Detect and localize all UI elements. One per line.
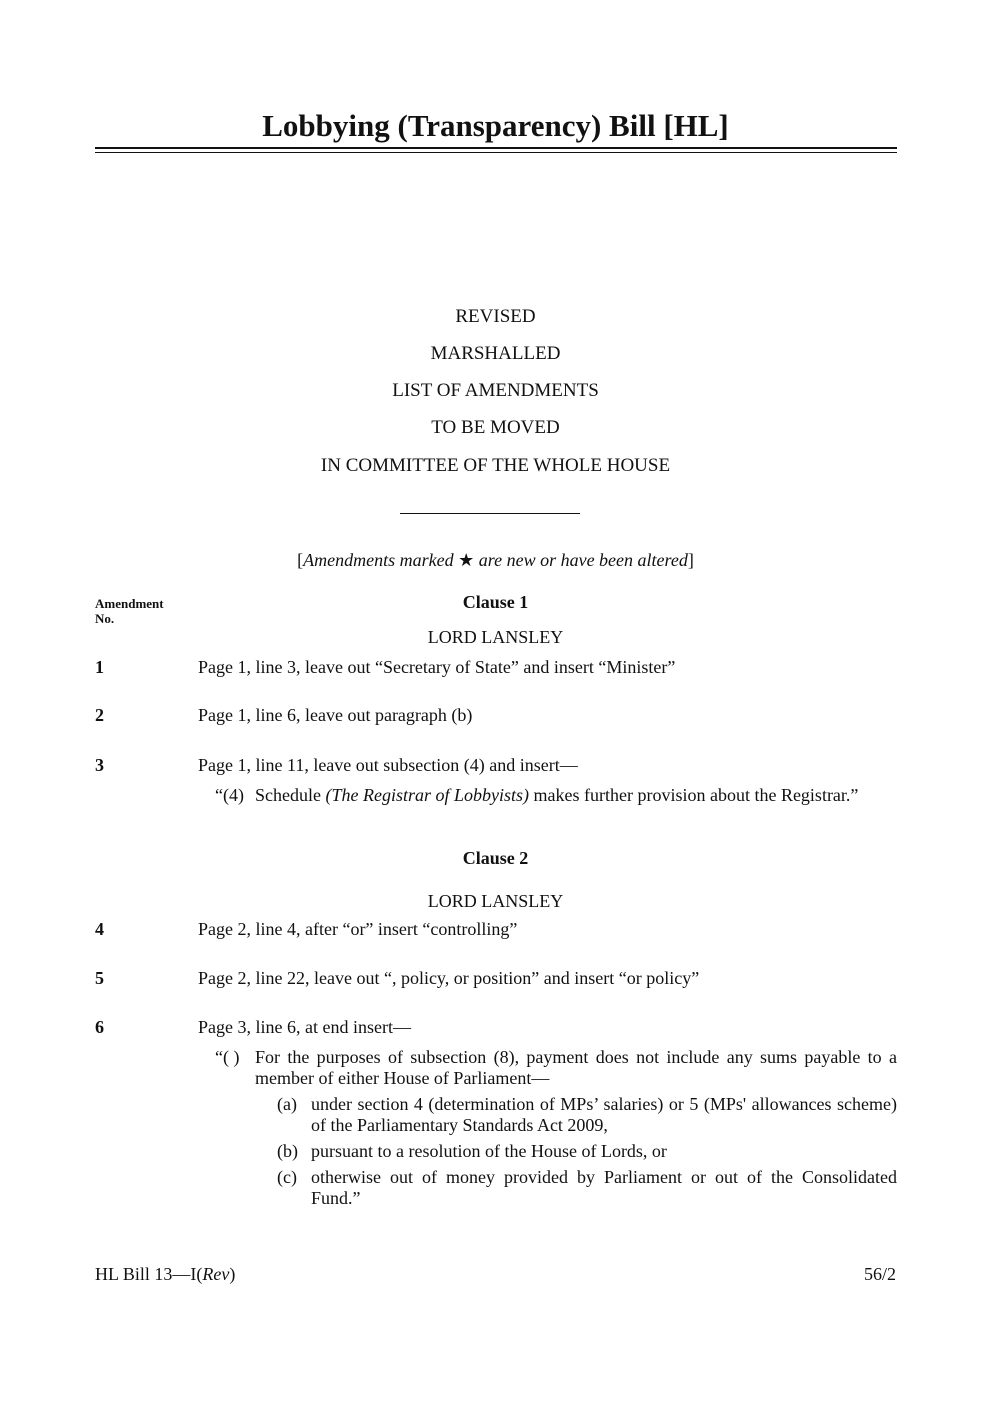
amendment-text: Page 1, line 3, leave out “Secretary of State” and insert “Minister” (198, 657, 676, 677)
amendment-number: 2 (95, 705, 104, 725)
amendment-number: 4 (95, 919, 104, 939)
member-name: LORD LANSLEY (427, 891, 564, 911)
document-title: Lobbying (Transparency) Bill [HL] (262, 108, 729, 143)
heading-line: MARSHALLED (430, 343, 561, 364)
heading-line: LIST OF AMENDMENTS (392, 380, 599, 401)
amendment-text: Page 1, line 11, leave out subsection (4) and insert— (198, 755, 578, 775)
amendment-number: 3 (95, 755, 104, 775)
star-icon: ★ (458, 550, 475, 570)
amendment-number: 6 (95, 1017, 104, 1037)
amendment-number: 1 (95, 657, 104, 677)
clause-heading: Clause 1 (462, 592, 529, 612)
heading-line: REVISED (455, 306, 536, 327)
inserted-paragraph: (b) pursuant to a resolution of the House of Lords, or (277, 1141, 667, 1161)
amendment-text: Page 3, line 6, at end insert— (198, 1017, 411, 1037)
heading-line: IN COMMITTEE OF THE WHOLE HOUSE (320, 455, 671, 476)
separator-rule (400, 513, 580, 514)
inserted-text: “( ) For the purposes of subsection (8), payment does not include any sums payable to a member of either House of Parliament— (215, 1047, 897, 1088)
bill-reference: HL Bill 13—I(Rev) (95, 1264, 236, 1284)
heading-line: TO BE MOVED (431, 417, 560, 438)
inserted-paragraph: (c) otherwise out of money provided by Parliament or out of the Consolidated Fund.” (277, 1167, 897, 1208)
title-rule-thick (95, 147, 897, 149)
title-rule-thin (95, 152, 897, 153)
amendment-number: 5 (95, 968, 104, 988)
amendment-text: Page 2, line 22, leave out “, policy, or position” and insert “or policy” (198, 968, 700, 988)
amendment-text: Page 1, line 6, leave out paragraph (b) (198, 705, 473, 725)
member-name: LORD LANSLEY (427, 627, 564, 647)
inserted-text: “(4) Schedule (The Registrar of Lobbyists) makes further provision about the Registrar.” (215, 785, 859, 805)
amendment-text: Page 2, line 4, after “or” insert “controlling” (198, 919, 518, 939)
inserted-paragraph: (a) under section 4 (determination of MPs’ salaries) or 5 (MPs' allowances scheme) of the Parliamentary Standards Act 2009, (277, 1094, 897, 1135)
clause-heading: Clause 2 (462, 848, 529, 868)
amendments-note: [Amendments marked ★ are new or have been altered] (297, 550, 694, 570)
amendment-no-label: Amendment No. (95, 596, 164, 626)
print-code: 56/2 (863, 1264, 896, 1284)
